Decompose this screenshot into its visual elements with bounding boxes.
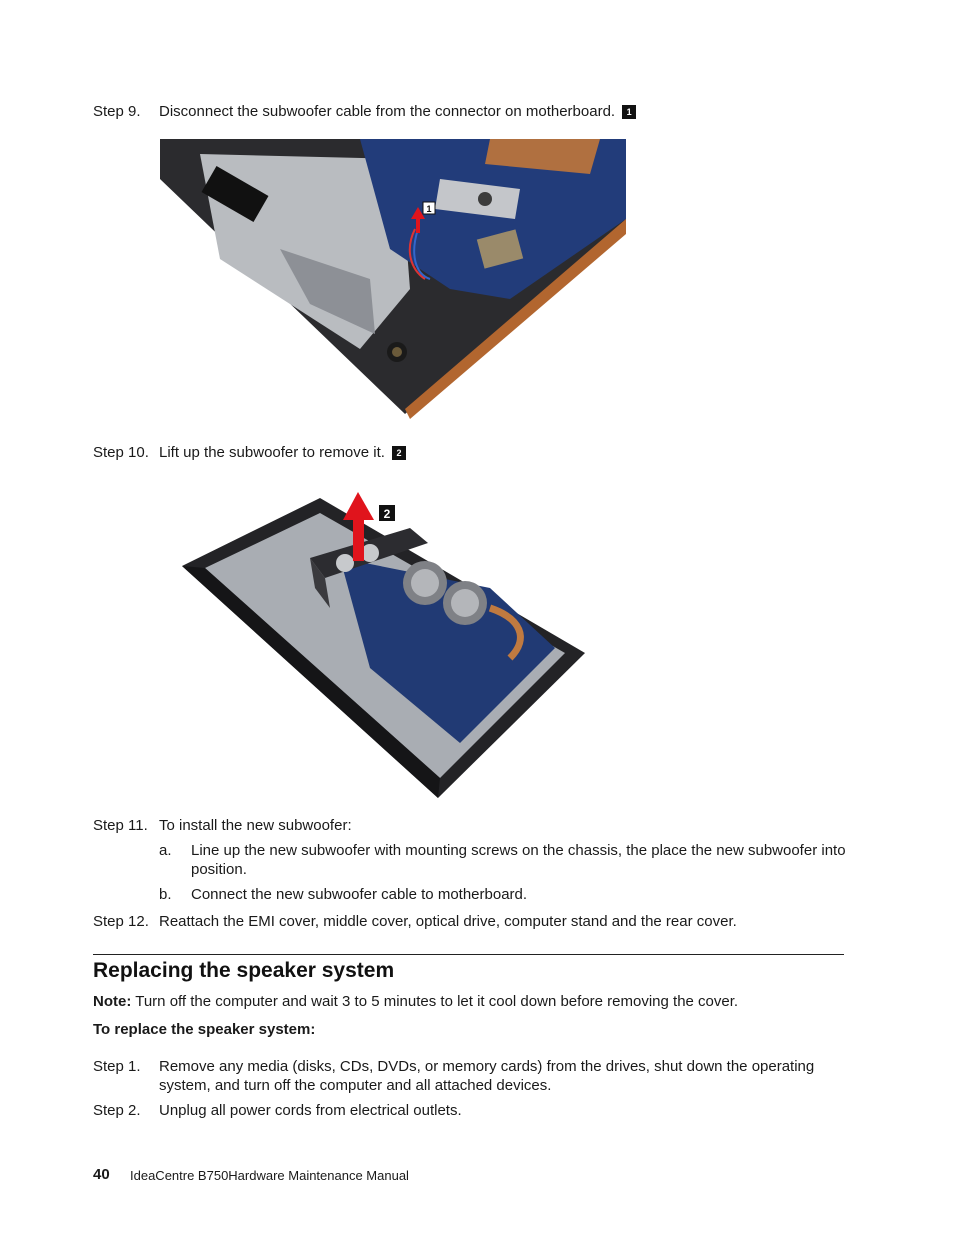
footer-title: IdeaCentre B750Hardware Maintenance Manual — [130, 1168, 409, 1183]
step-10-text-body: Lift up the subwoofer to remove it. — [159, 444, 385, 461]
note-label: Note: — [93, 993, 132, 1010]
substep-a-letter: a. — [159, 842, 172, 859]
speaker-step-1-line-2: system, and turn off the computer and all attached devices. — [159, 1077, 552, 1094]
figure-1-callout: 1 — [426, 204, 432, 214]
note-text: Turn off the computer and wait 3 to 5 minutes to let it cool down before removing the cover. — [135, 993, 739, 1010]
speaker-step-1-label: Step 1. — [93, 1058, 141, 1075]
section-divider — [93, 954, 844, 955]
step-9-label: Step 9. — [93, 103, 141, 120]
step-11-label: Step 11. — [93, 817, 148, 834]
step-12-label: Step 12. — [93, 913, 149, 930]
figure-lift-subwoofer-photo — [160, 478, 626, 804]
page-number: 40 — [93, 1166, 110, 1183]
step-9-text-body: Disconnect the subwoofer cable from the connector on motherboard. — [159, 103, 616, 120]
step-9-text — [159, 102, 636, 121]
substep-b-text: Connect the new subwoofer cable to motherboard. — [191, 886, 528, 903]
speaker-step-2-label: Step 2. — [93, 1102, 141, 1119]
step-11-text: To install the new subwoofer: — [159, 817, 352, 834]
speaker-step-1-line-1: Remove any media (disks, CDs, DVDs, or memory cards) from the drives, shut down the operating — [159, 1058, 815, 1075]
section-title: Replacing the speaker system — [93, 959, 395, 982]
speaker-step-2-text: Unplug all power cords from electrical outlets. — [159, 1102, 462, 1119]
figure-2-callout: 2 — [383, 507, 391, 521]
note — [93, 992, 738, 1011]
figure-subwoofer-connector-photo — [160, 139, 626, 432]
procedure-heading: To replace the speaker system: — [93, 1021, 316, 1038]
step-9-callout: 1 — [622, 105, 636, 119]
step-12-text: Reattach the EMI cover, middle cover, optical drive, computer stand and the rear cover. — [159, 913, 737, 930]
step-10-text — [159, 443, 406, 462]
step-10-callout: 2 — [392, 446, 406, 460]
substep-a-text: Line up the new subwoofer with mounting screws on the chassis, the place the new subwoofer into position. — [191, 842, 846, 878]
step-10-label: Step 10. — [93, 444, 149, 461]
substep-b-letter: b. — [159, 886, 172, 903]
